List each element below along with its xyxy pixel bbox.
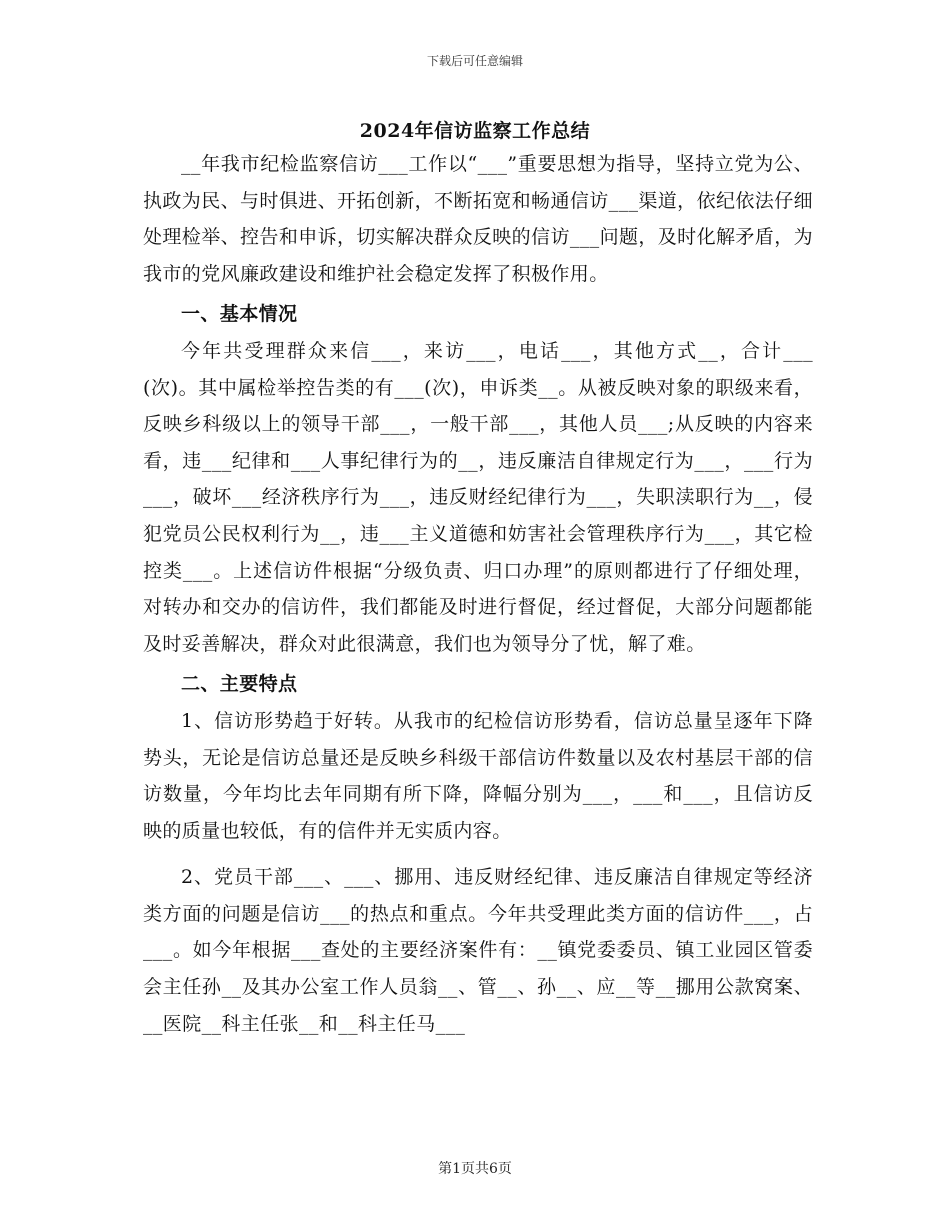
paragraph-spacer: [143, 849, 813, 859]
basic-situation-paragraph: 今年共受理群众来信___，来访___，电话___，其他方式__，合计___(次)。其中属检举控告类的有___(次)，申诉类__。从被反映对象的职级来看，反映乡科级以上的领导干部___，一般干部___，其他人员___;从反映的内容来看，违___纪律和___人事纪律行为的__，违反廉洁自律规定行为___，___行为___，破坏___经济秩序行为___，违反财经纪律行为___，失职渎职行为__，侵犯党员公民权利行为__，违___主义道德和妨害社会管理秩序行为___，其它检控类___。上述信访件根据“分级负责、归口办理”的原则都进行了仔细处理，对转办和交办的信访件，我们都能及时进行督促，经过督促，大部分问题都能及时妥善解决，群众对此很满意，我们也为领导分了忧，解了难。: [143, 339, 813, 655]
document-body: [143, 146, 813, 1042]
feature-point-2: 2、党员干部___、___、挪用、违反财经纪律、违反廉洁自律规定等经济类方面的问题是信访___的热点和重点。今年共受理此类方面的信访件___，占___。如今年根据___查处的主要经济案件有：__镇党委委员、镇工业园区管委会主任孙__及其办公室工作人员翁__、管__、孙__、应__等__挪用公款窝案、__医院__科主任张__和__科主任马___: [143, 866, 813, 1035]
section-heading-features: 二、主要特点: [181, 673, 298, 696]
page-number: 第1页共6页: [438, 1161, 512, 1177]
feature-point-1: 1、信访形势趋于好转。从我市的纪检信访形势看，信访总量呈逐年下降势头，无论是信访总量还是反映乡科级干部信访件数量以及农村基层干部的信访数量，今年均比去年同期有所下降，降幅分别为___，___和___，且信访反映的质量也较低，有的信件并无实质内容。: [143, 709, 813, 842]
intro-paragraph: __年我市纪检监察信访___工作以“___”重要思想为指导，坚持立党为公、执政为民、与时俱进、开拓创新，不断拓宽和畅通信访___渠道，依纪依法仔细处理检举、控告和申诉，切实解决群众反映的信访___问题，及时化解矛盾，为我市的党风廉政建设和维护社会稳定发挥了积极作用。: [143, 153, 813, 285]
section-heading-basic: 一、基本情况: [181, 303, 298, 326]
document-title: 2024年信访监察工作总结: [359, 120, 591, 142]
header-note: 下载后可任意编辑: [426, 54, 523, 68]
